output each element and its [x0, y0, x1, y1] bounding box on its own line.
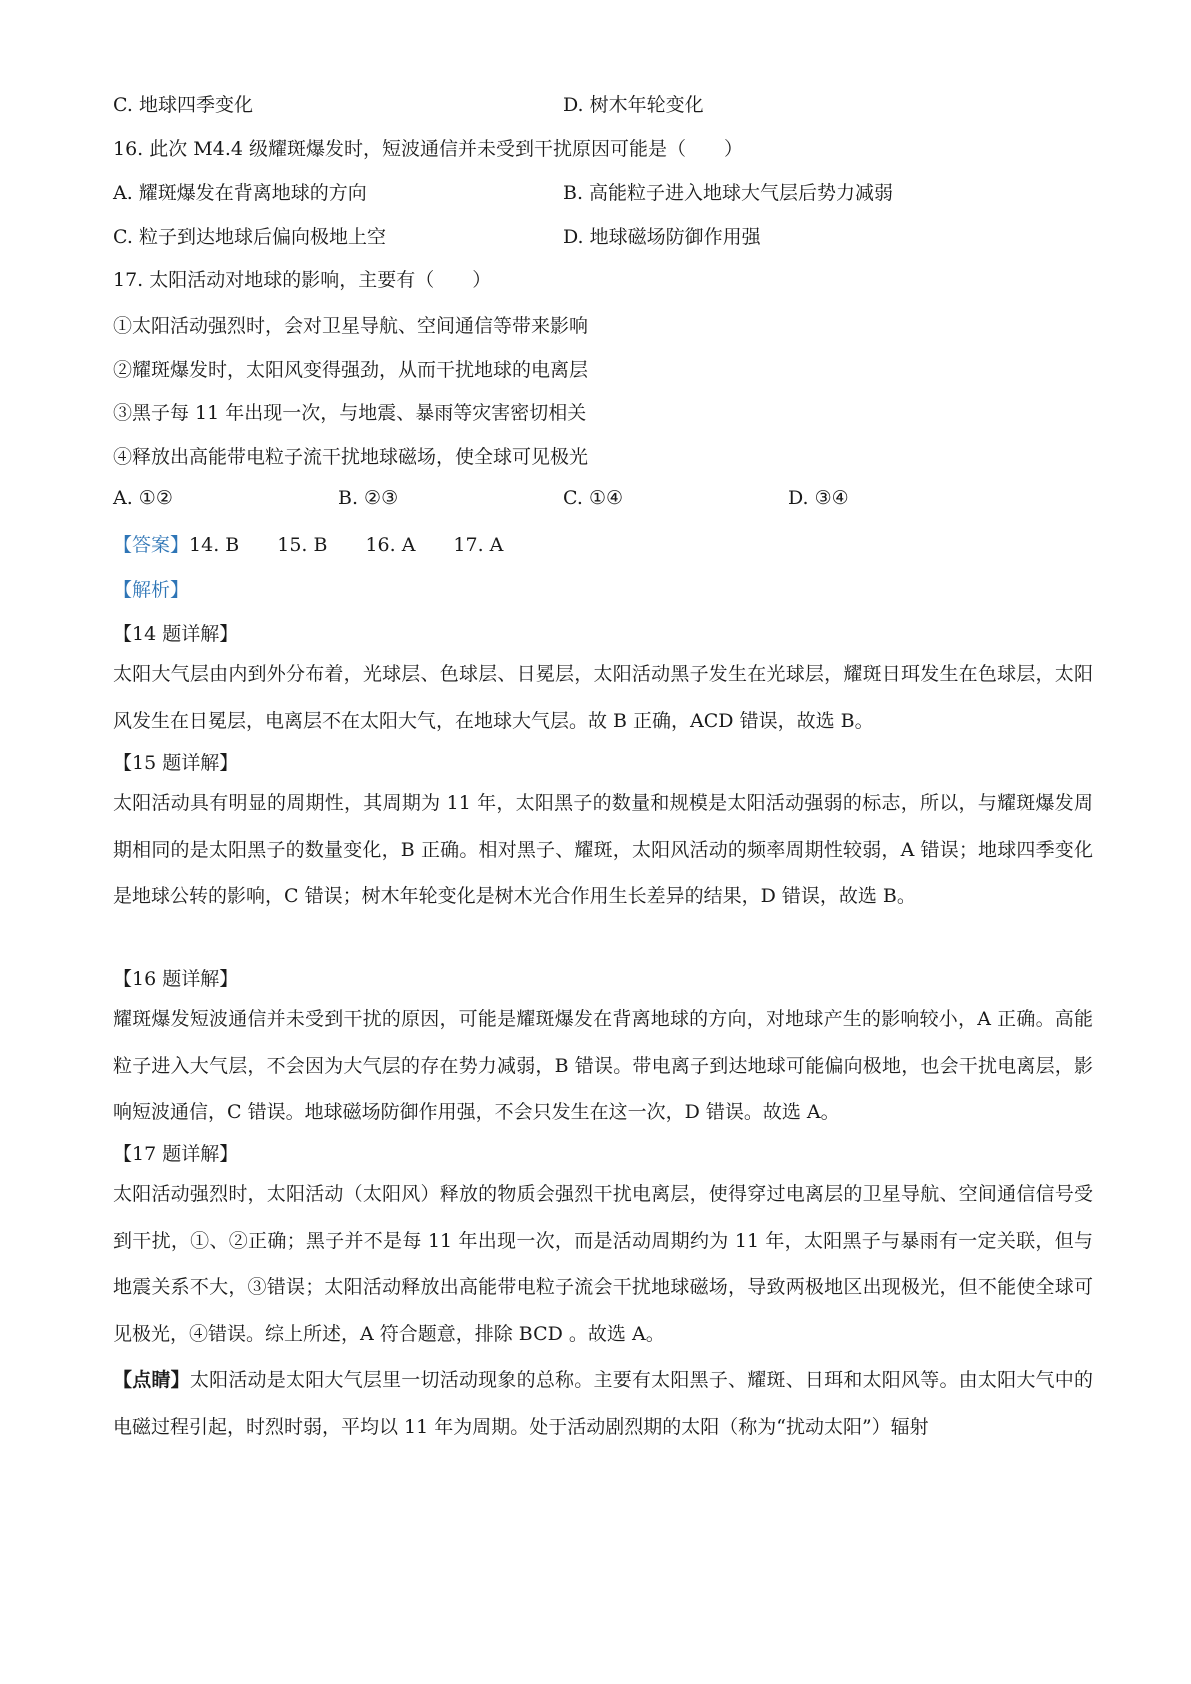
answer-label: 【答案】 — [113, 534, 190, 556]
q16-options-row-2 — [113, 224, 1093, 250]
q16-option-c: C. 粒子到达地球后偏向极地上空 — [113, 226, 386, 248]
detail-14-body: 太阳大气层由内到外分布着，光球层、色球层、日冕层，太阳活动黑子发生在光球层，耀斑日珥发生在色球层，太阳风发生在日冕层，电离层不在太阳大气，在地球大气层。故 B 正确，ACD 错误，故选 B。 — [113, 663, 1093, 732]
q16-stem: 16. 此次 M4.4 级耀斑爆发时，短波通信并未受到干扰原因可能是（ ） — [113, 138, 744, 160]
answer-values: 14. B 15. B 16. A 17. A — [189, 534, 504, 556]
q16-options-row-1 — [113, 180, 1093, 206]
detail-17-body: 太阳活动强烈时，太阳活动（太阳风）释放的物质会强烈干扰电离层，使得穿过电离层的卫星导航、空间通信信号受到干扰，①、②正确；黑子并不是每 11 年出现一次，而是活动周期约为 11 年，太阳黑子与暴雨有一定关联，但与地震关系不大，③错误；太阳活动释放出高能带电粒子流会干扰地球磁场，导致两极地区出现极光，但不能使全球可见极光，④错误。综上所述，A 符合题意，排除 BCD 。故选 A。 — [113, 1183, 1093, 1345]
q15-option-d: D. 树木年轮变化 — [563, 94, 704, 116]
q17-option-a: A. ①② — [113, 487, 173, 509]
q16-option-b: B. 高能粒子进入地球大气层后势力减弱 — [563, 182, 894, 204]
q17-statement-1: ①太阳活动强烈时，会对卫星导航、空间通信等带来影响 — [113, 315, 589, 337]
detail-15-body: 太阳活动具有明显的周期性，其周期为 11 年，太阳黑子的数量和规模是太阳活动强弱的标志，所以，与耀斑爆发周期相同的是太阳黑子的数量变化，B 正确。相对黑子、耀斑，太阳风活动的频率周期性较弱，A 错误；地球四季变化是地球公转的影响，C 错误；树木年轮变化是树木光合作用生长差异的结果，D 错误，故选 B。 — [113, 792, 1093, 907]
q17-stem: 17. 太阳活动对地球的影响，主要有（ ） — [113, 269, 492, 291]
q17-options-row — [113, 485, 1093, 511]
q15-options-row — [113, 92, 1093, 118]
analysis-label: 【解析】 — [113, 579, 190, 601]
detail-14-heading: 【14 题详解】 — [113, 623, 239, 645]
tip-label: 【点睛】 — [113, 1369, 190, 1391]
q17-option-b: B. ②③ — [338, 487, 399, 509]
q16-option-d: D. 地球磁场防御作用强 — [563, 226, 761, 248]
detail-17-heading: 【17 题详解】 — [113, 1143, 239, 1165]
q17-statement-2: ②耀斑爆发时，太阳风变得强劲，从而干扰地球的电离层 — [113, 359, 589, 381]
detail-16-heading: 【16 题详解】 — [113, 968, 239, 990]
q16-option-a: A. 耀斑爆发在背离地球的方向 — [113, 182, 367, 204]
detail-16-body: 耀斑爆发短波通信并未受到干扰的原因，可能是耀斑爆发在背离地球的方向，对地球产生的影响较小，A 正确。高能粒子进入大气层，不会因为大气层的存在势力减弱，B 错误。带电离子到达地球可能偏向极地，也会干扰电离层，影响短波通信，C 错误。地球磁场防御作用强，不会只发生在这一次，D 错误。故选 A。 — [113, 1008, 1093, 1123]
q17-option-c: C. ①④ — [563, 487, 624, 509]
answer-line — [113, 532, 503, 558]
detail-15-heading: 【15 题详解】 — [113, 752, 239, 774]
tip-paragraph — [113, 1357, 1093, 1450]
q17-statement-3: ③黑子每 11 年出现一次，与地震、暴雨等灾害密切相关 — [113, 402, 587, 424]
q15-option-c: C. 地球四季变化 — [113, 94, 253, 116]
tip-body: 太阳活动是太阳大气层里一切活动现象的总称。主要有太阳黑子、耀斑、日珥和太阳风等。由太阳大气中的电磁过程引起，时烈时弱，平均以 11 年为周期。处于活动剧烈期的太阳（称为“扰动太阳”）辐射 — [113, 1369, 1093, 1438]
q17-statement-4: ④释放出高能带电粒子流干扰地球磁场，使全球可见极光 — [113, 446, 589, 468]
q17-option-d: D. ③④ — [788, 487, 849, 509]
